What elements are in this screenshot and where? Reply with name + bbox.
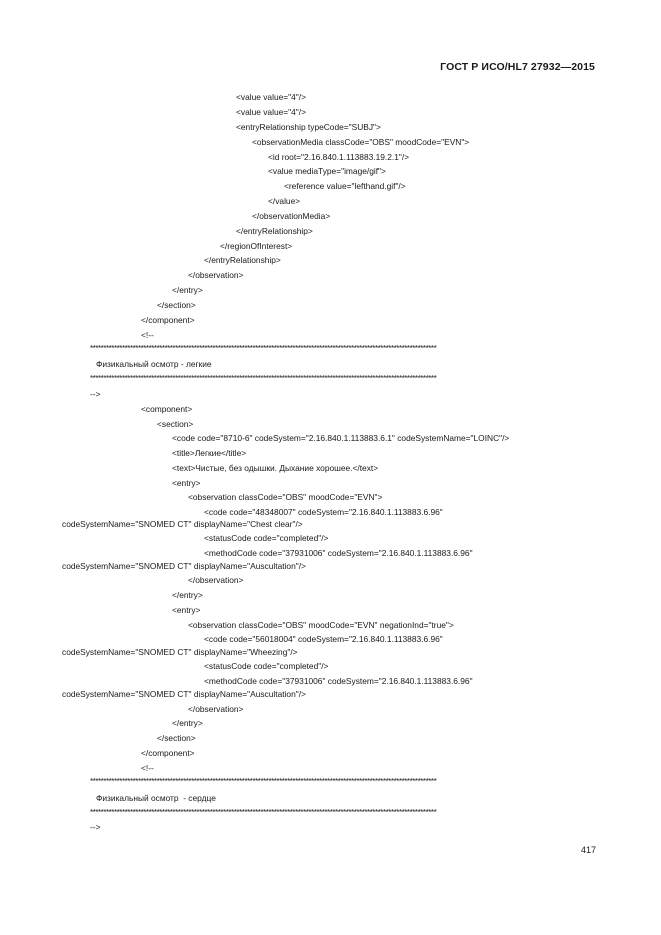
comment-separator: ********************************************************************************************************************************** (90, 777, 437, 786)
code-line: <statusCode code="completed"/> (204, 533, 329, 543)
comment-heading-lungs: Физикальный осмотр - легкие (96, 359, 212, 369)
code-line: codeSystemName="SNOMED CT" displayName="Chest clear"/> (62, 519, 303, 529)
code-line: <code code="8710-6" codeSystem="2.16.840.1.113883.6.1" codeSystemName="LOINC"/> (172, 433, 510, 443)
code-line: <component> (141, 404, 193, 414)
code-line: </observationMedia> (252, 211, 331, 221)
code-line: <value value="4"/> (236, 107, 306, 117)
code-line: <statusCode code="completed"/> (204, 661, 329, 671)
comment-separator: ********************************************************************************************************************************** (90, 374, 437, 383)
code-line: <entry> (172, 605, 201, 615)
comment-separator: ********************************************************************************************************************************** (90, 344, 437, 353)
code-line: </section> (157, 733, 196, 743)
code-line: <!-- (141, 330, 154, 340)
code-line: <title>Легкие</title> (172, 448, 247, 458)
code-line: </observation> (188, 270, 244, 280)
code-line: codeSystemName="SNOMED CT" displayName="Wheezing"/> (62, 647, 298, 657)
code-line: </entry> (172, 718, 203, 728)
standard-title: ГОСТ Р ИСО/HL7 27932—2015 (440, 61, 595, 73)
code-line: <reference value="lefthand.gif"/> (284, 181, 406, 191)
code-line: </entryRelationship> (236, 226, 313, 236)
code-line: <methodCode code="37931006" codeSystem="2.16.840.1.113883.6.96" (204, 676, 473, 686)
code-line: <value value="4"/> (236, 92, 306, 102)
code-line: </entryRelationship> (204, 255, 281, 265)
code-line: <observationMedia classCode="OBS" moodCode="EVN"> (252, 137, 470, 147)
code-line: <value mediaType="image/gif"> (268, 166, 386, 176)
code-line: </value> (268, 196, 301, 206)
code-line: </observation> (188, 704, 244, 714)
code-line: </regionOfInterest> (220, 241, 293, 251)
code-line: </component> (141, 748, 195, 758)
code-line: </entry> (172, 590, 203, 600)
code-line: <observation classCode="OBS" moodCode="EVN" negationInd="true"> (188, 620, 454, 630)
code-line: <code code="56018004" codeSystem="2.16.840.1.113883.6.96" (204, 634, 443, 644)
code-line: <section> (157, 419, 194, 429)
code-line: --> (90, 389, 101, 399)
code-line: </component> (141, 315, 195, 325)
code-line: <id root="2.16.840.1.113883.19.2.1"/> (268, 152, 410, 162)
code-line: <!-- (141, 763, 154, 773)
code-line: <methodCode code="37931006" codeSystem="2.16.840.1.113883.6.96" (204, 548, 473, 558)
code-line: --> (90, 822, 101, 832)
code-line: </observation> (188, 575, 244, 585)
code-line: <code code="48348007" codeSystem="2.16.840.1.113883.6.96" (204, 507, 443, 517)
comment-heading-heart: Физикальный осмотр - сердце (96, 793, 216, 803)
page-number: 417 (580, 845, 596, 855)
code-line: </entry> (172, 285, 203, 295)
code-line: codeSystemName="SNOMED CT" displayName="Auscultation"/> (62, 561, 306, 571)
code-line: <entryRelationship typeCode="SUBJ"> (236, 122, 381, 132)
code-line: </section> (157, 300, 196, 310)
code-line: <entry> (172, 478, 201, 488)
code-line: <text>Чистые, без одышки. Дыхание хорошее.</text> (172, 463, 379, 473)
comment-separator: ********************************************************************************************************************************** (90, 808, 437, 817)
code-line: codeSystemName="SNOMED CT" displayName="Auscultation"/> (62, 689, 306, 699)
code-line: <observation classCode="OBS" moodCode="EVN"> (188, 492, 383, 502)
